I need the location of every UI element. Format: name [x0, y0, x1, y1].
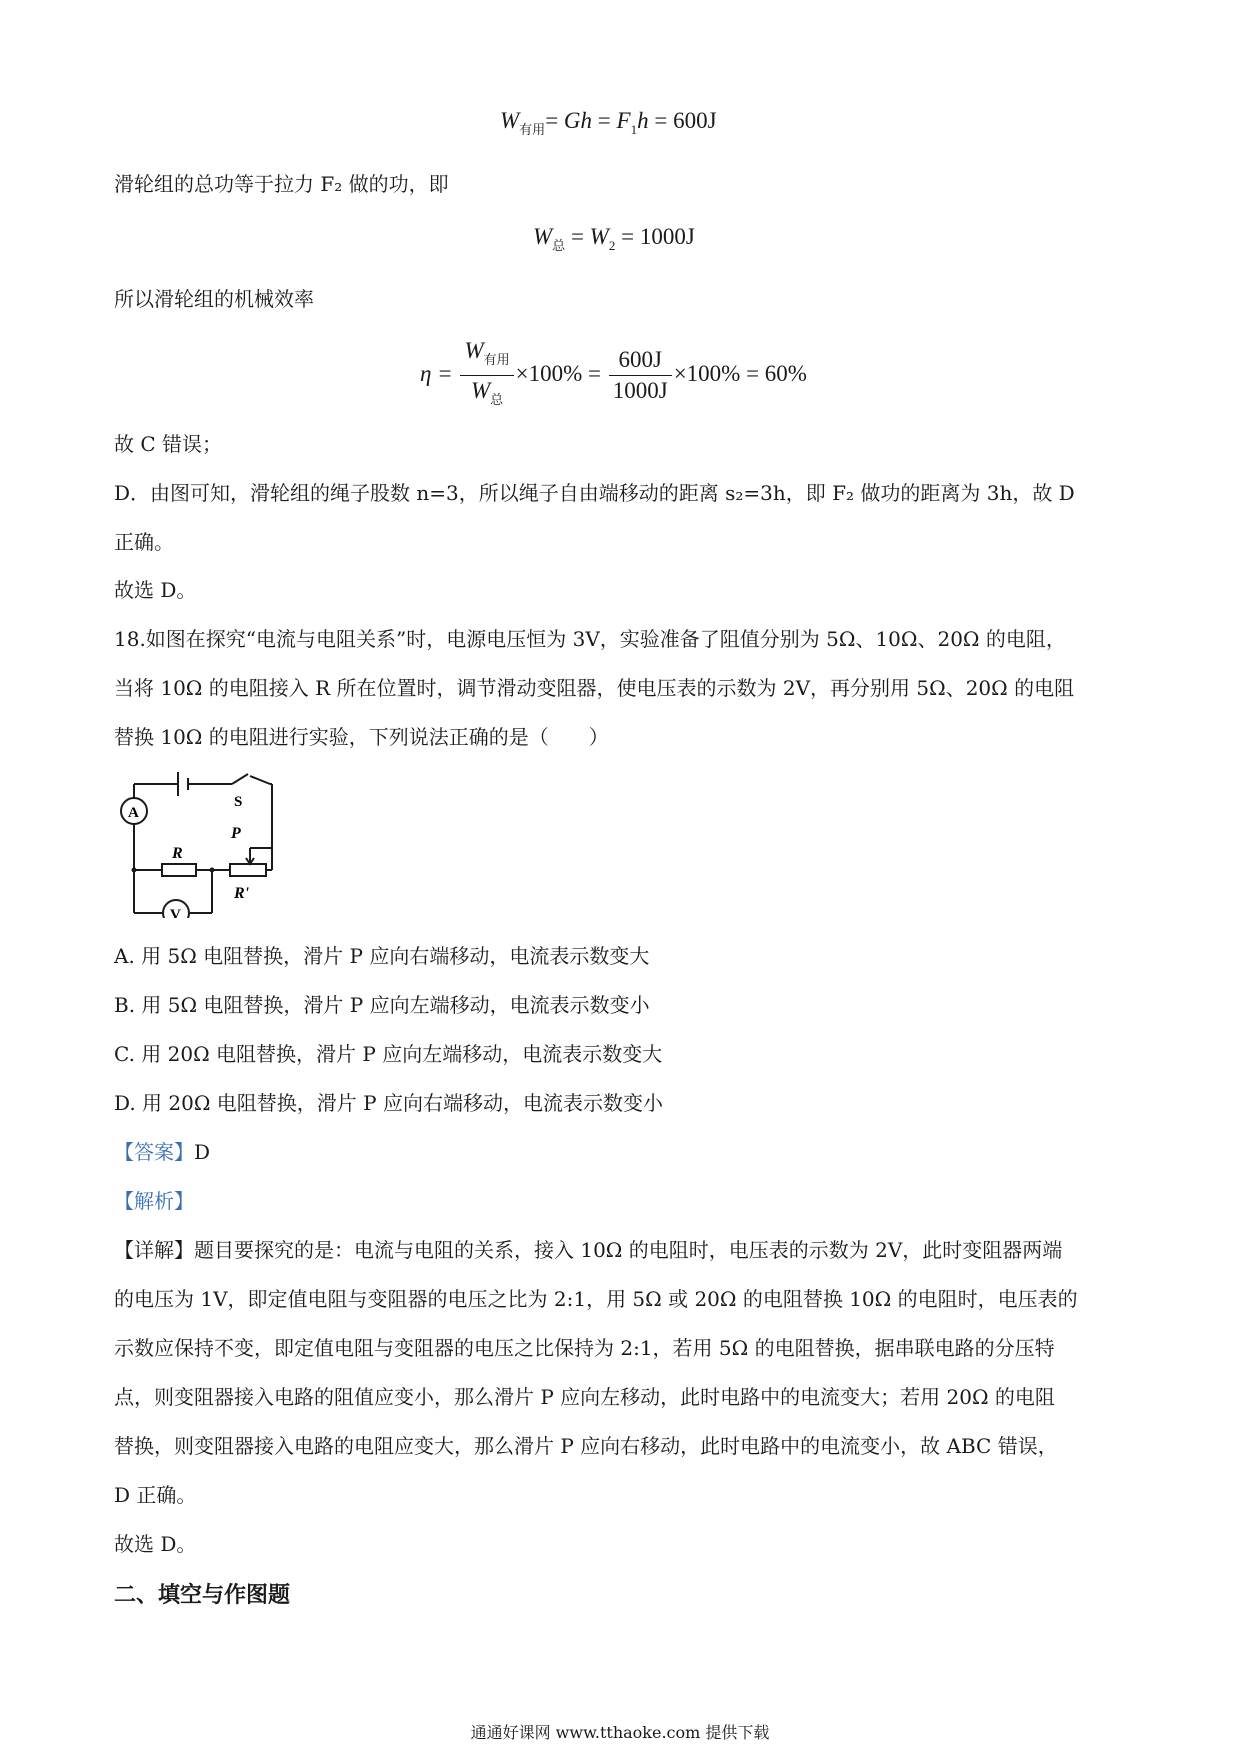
question-18-text: 18.如图在探究“电流与电阻关系”时，电源电压恒为 3V，实验准备了阻值分别为 5Ω、10Ω、20Ω 的电阻，: [114, 627, 1066, 651]
slider-label: P: [231, 825, 241, 842]
eq-text: ×100% = 60%: [673, 360, 807, 386]
eq-subscript: 1: [630, 122, 638, 137]
eq-symbol: h: [637, 108, 649, 133]
paragraph: 正确。: [114, 530, 174, 554]
equation-efficiency: [420, 336, 807, 415]
eq-symbol: Gh: [563, 108, 593, 133]
eq-numerator: 600J: [609, 345, 672, 376]
eq-subscript: 有用: [483, 352, 510, 367]
junction-dot: [132, 868, 137, 873]
eq-denominator: 1000J: [612, 378, 668, 403]
detail-line: 【详解】题目要探究的是：电流与电阻的关系，接入 10Ω 的电阻时，电压表的示数为 2V，此时变阻器两端: [114, 1238, 1063, 1262]
paragraph: 故选 D。: [114, 1532, 197, 1556]
question-18-text: 当将 10Ω 的电阻接入 R 所在位置时，调节滑动变阻器，使电压表的示数为 2V，再分别用 5Ω、20Ω 的电阻: [114, 676, 1075, 700]
question-18-text: 替换 10Ω 的电阻进行实验，下列说法正确的是（ ）: [114, 725, 609, 749]
detail-line: 替换，则变阻器接入电路的电阻应变大，那么滑片 P 应向右移动，此时电路中的电流变小，故 ABC 错误，: [114, 1434, 1058, 1458]
detail-line: 示数应保持不变，即定值电阻与变阻器的电压之比保持为 2:1，若用 5Ω 的电阻替换，据串联电路的分压特: [114, 1336, 1055, 1360]
eq-text: = 600J: [648, 108, 717, 133]
detail-line: 的电压为 1V，即定值电阻与变阻器的电压之比为 2:1，用 5Ω 或 20Ω 的电阻替换 10Ω 的电阻时，电压表的: [114, 1287, 1078, 1311]
eq-text: = 1000J: [615, 224, 695, 249]
fraction: [460, 336, 513, 415]
option-d: D. 用 20Ω 电阻替换，滑片 P 应向右端移动，电流表示数变小: [114, 1091, 663, 1115]
detail-line: D 正确。: [114, 1483, 197, 1507]
paragraph: D．由图可知，滑轮组的绳子股数 n=3，所以绳子自由端移动的距离 s₂=3h，即 F₂ 做功的距离为 3h，故 D: [114, 481, 1075, 505]
option-a: A. 用 5Ω 电阻替换，滑片 P 应向右端移动，电流表示数变大: [114, 944, 650, 968]
fraction: [609, 345, 672, 406]
equation-total-work: [533, 224, 695, 254]
option-b: B. 用 5Ω 电阻替换，滑片 P 应向左端移动，电流表示数变小: [114, 993, 650, 1017]
eq-symbol: W: [533, 224, 553, 249]
analysis-label: 【解析】: [114, 1189, 194, 1213]
eq-symbol: W: [500, 108, 520, 133]
eq-symbol: η =: [420, 360, 459, 386]
resistor-label: R: [172, 845, 183, 862]
eq-text: =: [565, 224, 590, 249]
eq-text: =: [545, 108, 564, 133]
eq-subscript: 总: [552, 238, 566, 253]
eq-text: ×100% =: [515, 360, 607, 386]
switch-label: S: [234, 794, 243, 810]
junction-dot: [210, 868, 215, 873]
answer-label: 【答案】: [114, 1140, 194, 1164]
eq-text: =: [592, 108, 617, 133]
equation-useful-work: [500, 108, 717, 138]
eq-symbol: W: [589, 224, 609, 249]
paragraph: 故选 D。: [114, 578, 197, 602]
eq-symbol: W: [470, 378, 491, 403]
rheostat-label: R': [234, 885, 250, 902]
section-title: 二、填空与作图题: [114, 1582, 291, 1608]
option-c: C. 用 20Ω 电阻替换，滑片 P 应向左端移动，电流表示数变大: [114, 1042, 663, 1066]
eq-subscript: 2: [608, 238, 616, 253]
eq-symbol: F: [616, 108, 631, 133]
answer-line: [114, 1140, 210, 1164]
paragraph: 滑轮组的总功等于拉力 F₂ 做的功，即: [114, 172, 449, 196]
page-footer: 通通好课网 www.tthaoke.com 提供下载: [470, 1723, 770, 1742]
detail-line: 点，则变阻器接入电路的阻值应变小，那么滑片 P 应向左移动，此时电路中的电流变大；若用 20Ω 的电阻: [114, 1385, 1055, 1409]
voltmeter-label: V: [170, 907, 181, 918]
answer-value: D: [194, 1140, 211, 1164]
ammeter-label: A: [128, 805, 139, 821]
circuit-diagram: [110, 768, 290, 918]
eq-subscript: 总: [490, 392, 504, 407]
eq-subscript: 有用: [519, 122, 546, 137]
eq-symbol: W: [464, 338, 484, 363]
paragraph: 故 C 错误；: [114, 432, 223, 456]
paragraph: 所以滑轮组的机械效率: [114, 287, 314, 311]
